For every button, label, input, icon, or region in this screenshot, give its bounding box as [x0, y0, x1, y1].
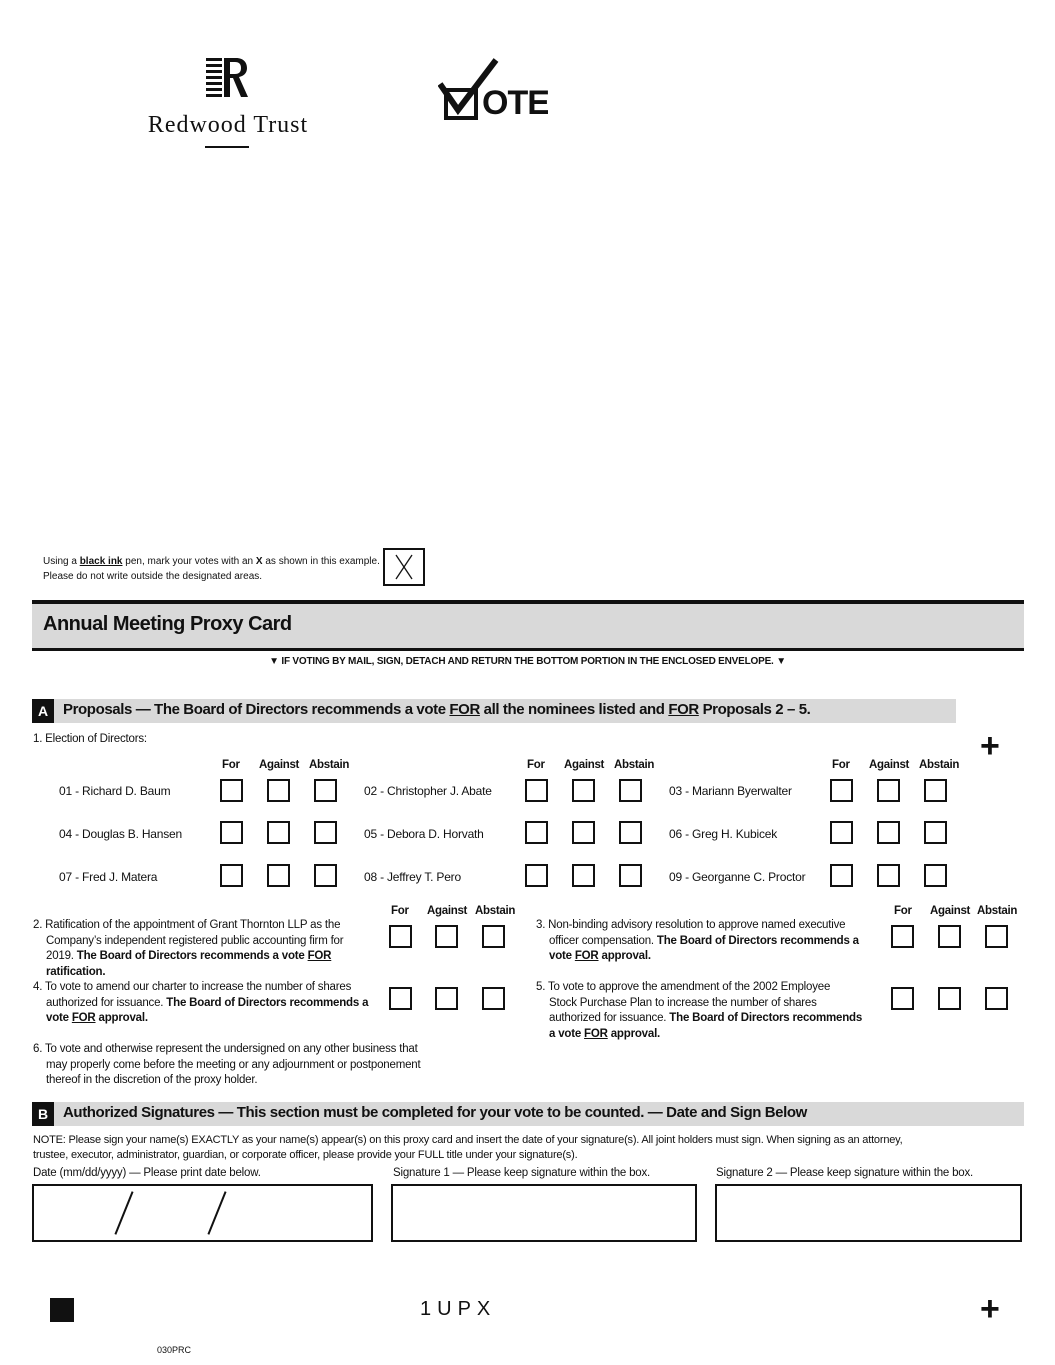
col-header-for: For — [832, 759, 850, 771]
section-b-header — [32, 1102, 1024, 1126]
nominee-name: 04 - Douglas B. Hansen — [59, 827, 183, 841]
section-b-title: Authorized Signatures — This section must be completed for your vote to be counted. — Date and Sign Below — [63, 1104, 807, 1121]
proposal-4-for-checkbox[interactable] — [389, 987, 412, 1010]
col-header-abstain: Abstain — [475, 905, 516, 917]
proposal-2-abstain-checkbox[interactable] — [482, 925, 505, 948]
vote-against-checkbox[interactable] — [572, 864, 595, 887]
company-name: Redwood Trust — [147, 112, 309, 138]
example-marked-box — [383, 548, 425, 586]
marking-instructions: Using a black ink pen, mark your votes with an X as shown in this example. Please do not write outside the designated areas. — [43, 556, 380, 582]
proposal-5-for-checkbox[interactable] — [891, 987, 914, 1010]
vote-for-checkbox[interactable] — [830, 821, 853, 844]
vote-abstain-checkbox[interactable] — [924, 864, 947, 887]
vote-for-checkbox[interactable] — [220, 864, 243, 887]
vote-abstain-checkbox[interactable] — [619, 779, 642, 802]
col-header-against: Against — [259, 759, 300, 771]
redwood-trust-logo — [108, 56, 348, 152]
nominee-name: 09 - Georganne C. Proctor — [669, 870, 806, 884]
nominee-name: 06 - Greg H. Kubicek — [669, 827, 778, 841]
date-separator — [207, 1191, 226, 1234]
col-header-for: For — [391, 905, 409, 917]
nominee-name: 02 - Christopher J. Abate — [364, 784, 492, 798]
section-a-header — [32, 699, 956, 723]
vote-against-checkbox[interactable] — [267, 779, 290, 802]
col-header-for: For — [222, 759, 240, 771]
date-label: Date (mm/dd/yyyy) — Please print date below. — [33, 1167, 261, 1179]
redwood-r-mark-icon — [204, 56, 250, 100]
vote-for-checkbox[interactable] — [830, 864, 853, 887]
col-header-abstain: Abstain — [977, 905, 1018, 917]
nominee-name: 03 - Mariann Byerwalter — [669, 784, 792, 798]
registration-plus-icon: + — [980, 727, 1000, 765]
col-header-abstain: Abstain — [309, 759, 350, 771]
vote-against-checkbox[interactable] — [877, 864, 900, 887]
registration-square — [50, 1298, 74, 1322]
proposal-3-for-checkbox[interactable] — [891, 925, 914, 948]
vote-against-checkbox[interactable] — [572, 779, 595, 802]
vote-for-checkbox[interactable] — [830, 779, 853, 802]
vote-abstain-checkbox[interactable] — [924, 779, 947, 802]
col-header-abstain: Abstain — [614, 759, 655, 771]
nominee-name: 08 - Jeffrey T. Pero — [364, 870, 461, 884]
signature-2-box[interactable] — [715, 1184, 1022, 1242]
mail-instructions: ▼ IF VOTING BY MAIL, SIGN, DETACH AND RETURN THE BOTTOM PORTION IN THE ENCLOSED ENVELOPE. ▼ — [269, 656, 786, 667]
proposal-3-against-checkbox[interactable] — [938, 925, 961, 948]
col-header-for: For — [527, 759, 545, 771]
vote-against-checkbox[interactable] — [877, 821, 900, 844]
svg-text:OTE: OTE — [482, 84, 548, 122]
vote-against-checkbox[interactable] — [572, 821, 595, 844]
col-header-against: Against — [427, 905, 468, 917]
vote-against-checkbox[interactable] — [267, 821, 290, 844]
vote-for-checkbox[interactable] — [525, 779, 548, 802]
proposal-4-text: 4. To vote to amend our charter to increase the number of shares authorized for issuance. The Board of Directors recommends a vote FOR approval. — [33, 981, 369, 1024]
vote-for-checkbox[interactable] — [525, 821, 548, 844]
proposal-6-text: 6. To vote and otherwise represent the undersigned on any other business that may properly come before the meeting or any adjournment or postponement thereof in the discretion of the proxy holder. — [33, 1043, 421, 1086]
nominee-name: 01 - Richard D. Baum — [59, 784, 171, 798]
logo-underline — [205, 146, 249, 148]
vote-logo — [438, 58, 548, 124]
date-separator — [114, 1191, 133, 1234]
proposal-2-for-checkbox[interactable] — [389, 925, 412, 948]
election-label: 1. Election of Directors: — [33, 733, 147, 745]
proposal-3-text: 3. Non-binding advisory resolution to approve named executive officer compensation. The Board of Directors recommends a vote FOR approval. — [536, 919, 859, 962]
col-header-against: Against — [564, 759, 605, 771]
signature-1-box[interactable] — [391, 1184, 697, 1242]
vote-against-checkbox[interactable] — [877, 779, 900, 802]
vote-for-checkbox[interactable] — [220, 821, 243, 844]
form-code: 1UPX — [420, 1298, 497, 1320]
vote-for-checkbox[interactable] — [220, 779, 243, 802]
vote-for-checkbox[interactable] — [525, 864, 548, 887]
vote-abstain-checkbox[interactable] — [924, 821, 947, 844]
col-header-against: Against — [869, 759, 910, 771]
col-header-abstain: Abstain — [919, 759, 960, 771]
vote-against-checkbox[interactable] — [267, 864, 290, 887]
title-bar — [32, 600, 1024, 651]
section-b-letter: B — [32, 1102, 54, 1126]
proposal-5-against-checkbox[interactable] — [938, 987, 961, 1010]
proposal-2-against-checkbox[interactable] — [435, 925, 458, 948]
vote-abstain-checkbox[interactable] — [314, 821, 337, 844]
proposal-3-abstain-checkbox[interactable] — [985, 925, 1008, 948]
vote-abstain-checkbox[interactable] — [619, 821, 642, 844]
vote-checkmark-icon — [438, 58, 548, 124]
nominee-name: 05 - Debora D. Horvath — [364, 827, 484, 841]
vote-abstain-checkbox[interactable] — [619, 864, 642, 887]
signature-2-label: Signature 2 — Please keep signature within the box. — [716, 1167, 974, 1179]
section-a-title: Proposals — The Board of Directors recommends a vote FOR all the nominees listed and FOR Proposals 2 – 5. — [63, 701, 811, 718]
black-ink-emphasis: black ink — [79, 556, 123, 567]
date-input-box[interactable] — [32, 1184, 373, 1242]
signature-note: NOTE: Please sign your name(s) EXACTLY as your name(s) appear(s) on this proxy card and insert the date of your signature(s). All joint holders must sign. When signing as an attorney, trustee, executor, administrator, guardian, or corporate officer, please provide your FULL title under your signature(s). — [33, 1134, 903, 1161]
vote-abstain-checkbox[interactable] — [314, 864, 337, 887]
proposal-4-against-checkbox[interactable] — [435, 987, 458, 1010]
vote-abstain-checkbox[interactable] — [314, 779, 337, 802]
col-header-against: Against — [930, 905, 971, 917]
form-id: 030PRC — [157, 1345, 192, 1355]
x-mark-icon — [385, 550, 423, 584]
proposal-5-abstain-checkbox[interactable] — [985, 987, 1008, 1010]
col-header-for: For — [894, 905, 912, 917]
proposal-4-abstain-checkbox[interactable] — [482, 987, 505, 1010]
signature-1-label: Signature 1 — Please keep signature within the box. — [393, 1167, 651, 1179]
proposal-5-text: 5. To vote to approve the amendment of the 2002 Employee Stock Purchase Plan to increase the number of shares authorized for issuance. The Board of Directors recommends a vote FOR approval. — [536, 981, 863, 1040]
page-title: Annual Meeting Proxy Card — [43, 613, 292, 635]
registration-plus-icon: + — [980, 1290, 1000, 1328]
proposal-2-text: 2. Ratification of the appointment of Grant Thornton LLP as the Company’s independent registered public accounting firm for 2019. The Board of Directors recommends a vote FOR ratification. — [33, 919, 344, 978]
section-a-letter: A — [32, 699, 54, 723]
nominee-name: 07 - Fred J. Matera — [59, 870, 158, 884]
